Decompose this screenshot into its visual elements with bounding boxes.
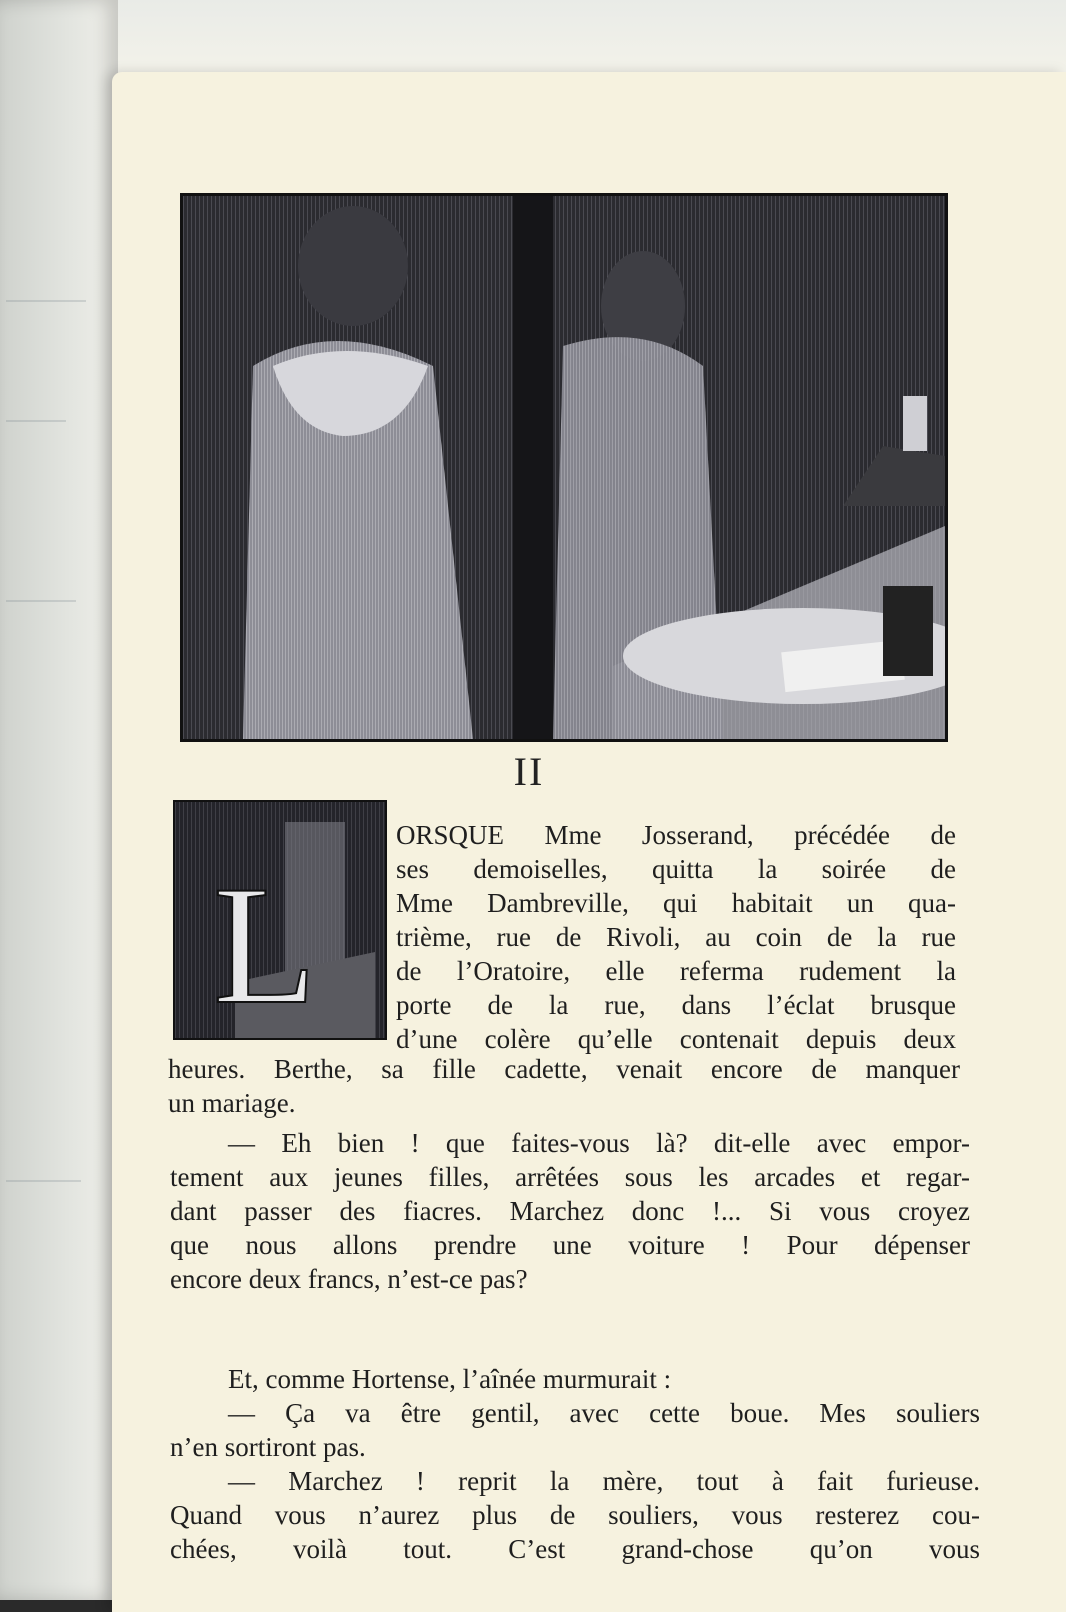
paragraph-1-beside-dropcap [396, 818, 956, 1056]
text-line: ORSQUE Mme Josserand, précédée de [396, 820, 956, 850]
chapter-number: II [513, 749, 545, 794]
left-page-edge [0, 0, 118, 1600]
dropcap-initial [173, 800, 387, 1040]
text-line: Quand vous n’aurez plus de souliers, vous resterez cou- [170, 1500, 980, 1530]
text-line: un mariage. [168, 1088, 296, 1118]
background-surface [118, 0, 1066, 80]
text-line: ses demoiselles, quitta la soirée de [396, 854, 956, 884]
paragraph-3 [170, 1362, 980, 1566]
svg-text:L: L [213, 851, 317, 1038]
text-line: — Marchez ! reprit la mère, tout à fait furieuse. [228, 1466, 980, 1496]
text-line: dant passer des fiacres. Marchez donc !... Si vous croyez [170, 1196, 970, 1226]
paragraph-1-continuation [168, 1052, 960, 1120]
text-line: d’une colère qu’elle contenait depuis deux [396, 1024, 956, 1054]
text-line: de l’Oratoire, elle referma rudement la [396, 956, 956, 986]
text-line: Et, comme Hortense, l’aînée murmurait : [228, 1364, 672, 1394]
text-line: encore deux francs, n’est-ce pas? [170, 1264, 528, 1294]
text-line: heures. Berthe, sa fille cadette, venait encore de manquer [168, 1054, 960, 1084]
text-line: Mme Dambreville, qui habitait un qua- [396, 888, 956, 918]
text-line: tement aux jeunes filles, arrêtées sous les arcades et regar- [170, 1162, 970, 1192]
text-line: n’en sortiront pas. [170, 1432, 366, 1462]
paragraph-2 [170, 1126, 970, 1296]
engraving-illustration [180, 193, 948, 742]
text-line: porte de la rue, dans l’éclat brusque [396, 990, 956, 1020]
text-line: — Ça va être gentil, avec cette boue. Mes souliers [228, 1398, 980, 1428]
text-line: — Eh bien ! que faites-vous là? dit-elle avec empor- [228, 1128, 970, 1158]
text-line: que nous allons prendre une voiture ! Pour dépenser [170, 1230, 970, 1260]
text-line: trième, rue de Rivoli, au coin de la rue [396, 922, 956, 952]
text-line: chées, voilà tout. C’est grand-chose qu’on vous [170, 1534, 980, 1564]
